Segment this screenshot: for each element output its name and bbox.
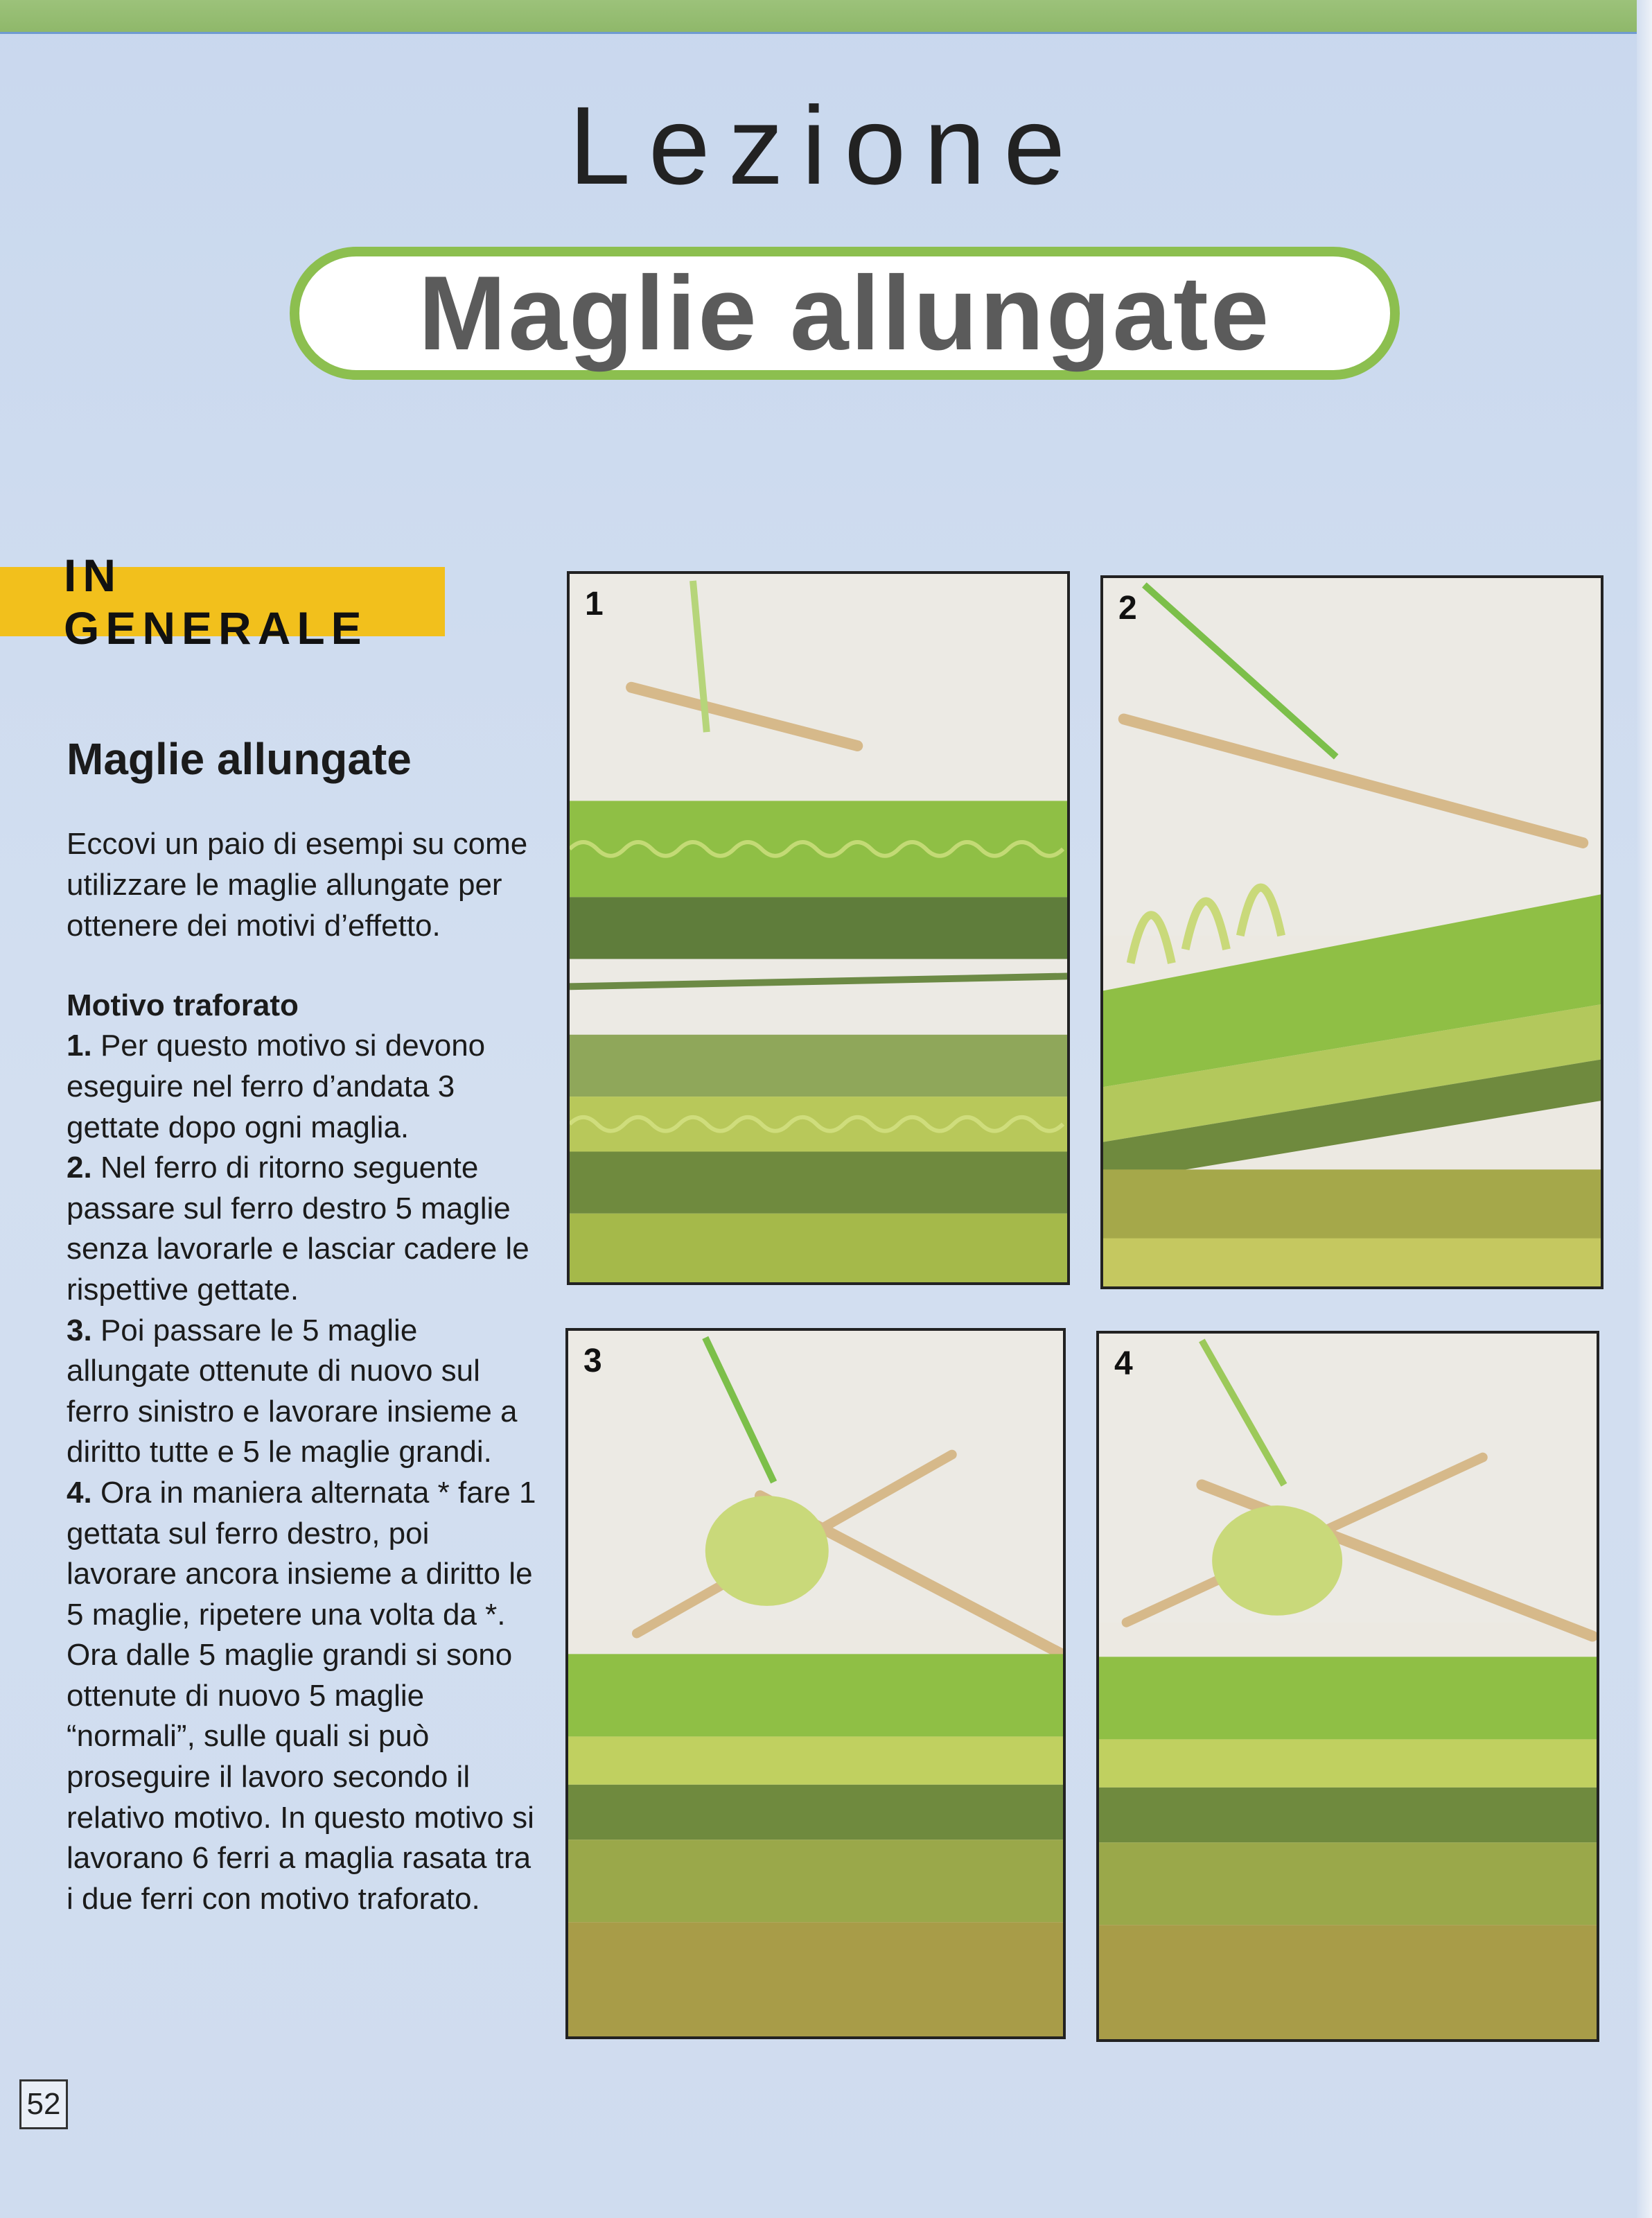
knitting-illustration [1099,1334,1597,2039]
knitting-photo-3 [565,1328,1066,2039]
article-intro: Eccovi un paio di esempi su come utilizzare le maglie allungate per ottenere dei motivi d’effetto. [67,827,528,943]
knitting-illustration [568,1331,1063,2036]
article-subheading: Motivo traforato [67,988,299,1023]
photo-label: 2 [1118,590,1137,627]
step-1 [67,1026,538,1148]
title-pill [290,247,1400,380]
step-text: Poi passare le 5 maglie allungate ottenute di nuovo sul ferro sinistro e lavorare insieme a diritto tutte e 5 le maglie grandi. [67,1313,518,1469]
step-number: 3. [67,1313,92,1347]
section-badge-label: IN GENERALE [64,550,368,654]
page-fold-shadow [1637,0,1652,2218]
article-heading: Maglie allungate [67,734,412,784]
photo-label: 4 [1114,1345,1133,1382]
step-number: 1. [67,1029,92,1063]
photo-label: 1 [585,586,604,622]
step-3 [67,1311,538,1473]
photo-label: 3 [583,1343,602,1379]
page-number: 52 [19,2079,68,2129]
page-title: Maglie allungate [418,254,1272,372]
step-4 [67,1473,538,1920]
step-number: 2. [67,1151,92,1185]
step-text: Ora in maniera alternata * fare 1 gettata sul ferro destro, poi lavorare ancora insieme a diritto le 5 maglie, ripetere una volta da *. Ora dalle 5 maglie grandi si sono ottenute di nuovo 5 maglie “normali”, sulle quali si può proseguire il lavoro secondo il relativo motivo. In questo motivo si lavorano 6 ferri a maglia rasata tra i due ferri con motivo traforato. [67,1475,536,1916]
knitting-photo-1 [567,571,1070,1285]
knitting-illustration [570,574,1067,1282]
knitting-illustration [1103,578,1601,1286]
step-number: 4. [67,1475,92,1510]
knitting-photo-2 [1100,575,1603,1289]
knitting-photo-4 [1096,1331,1599,2042]
section-badge [0,550,445,654]
top-color-band [0,0,1652,34]
article-text [67,735,538,1919]
lesson-kicker: Lezione [568,83,1084,207]
step-text: Nel ferro di ritorno seguente passare sul ferro destro 5 maglie senza lavorarle e lasciar cadere le rispettive gettate. [67,1151,529,1307]
step-2 [67,1148,538,1310]
step-text: Per questo motivo si devono eseguire nel ferro d’andata 3 gettate dopo ogni maglia. [67,1029,486,1144]
